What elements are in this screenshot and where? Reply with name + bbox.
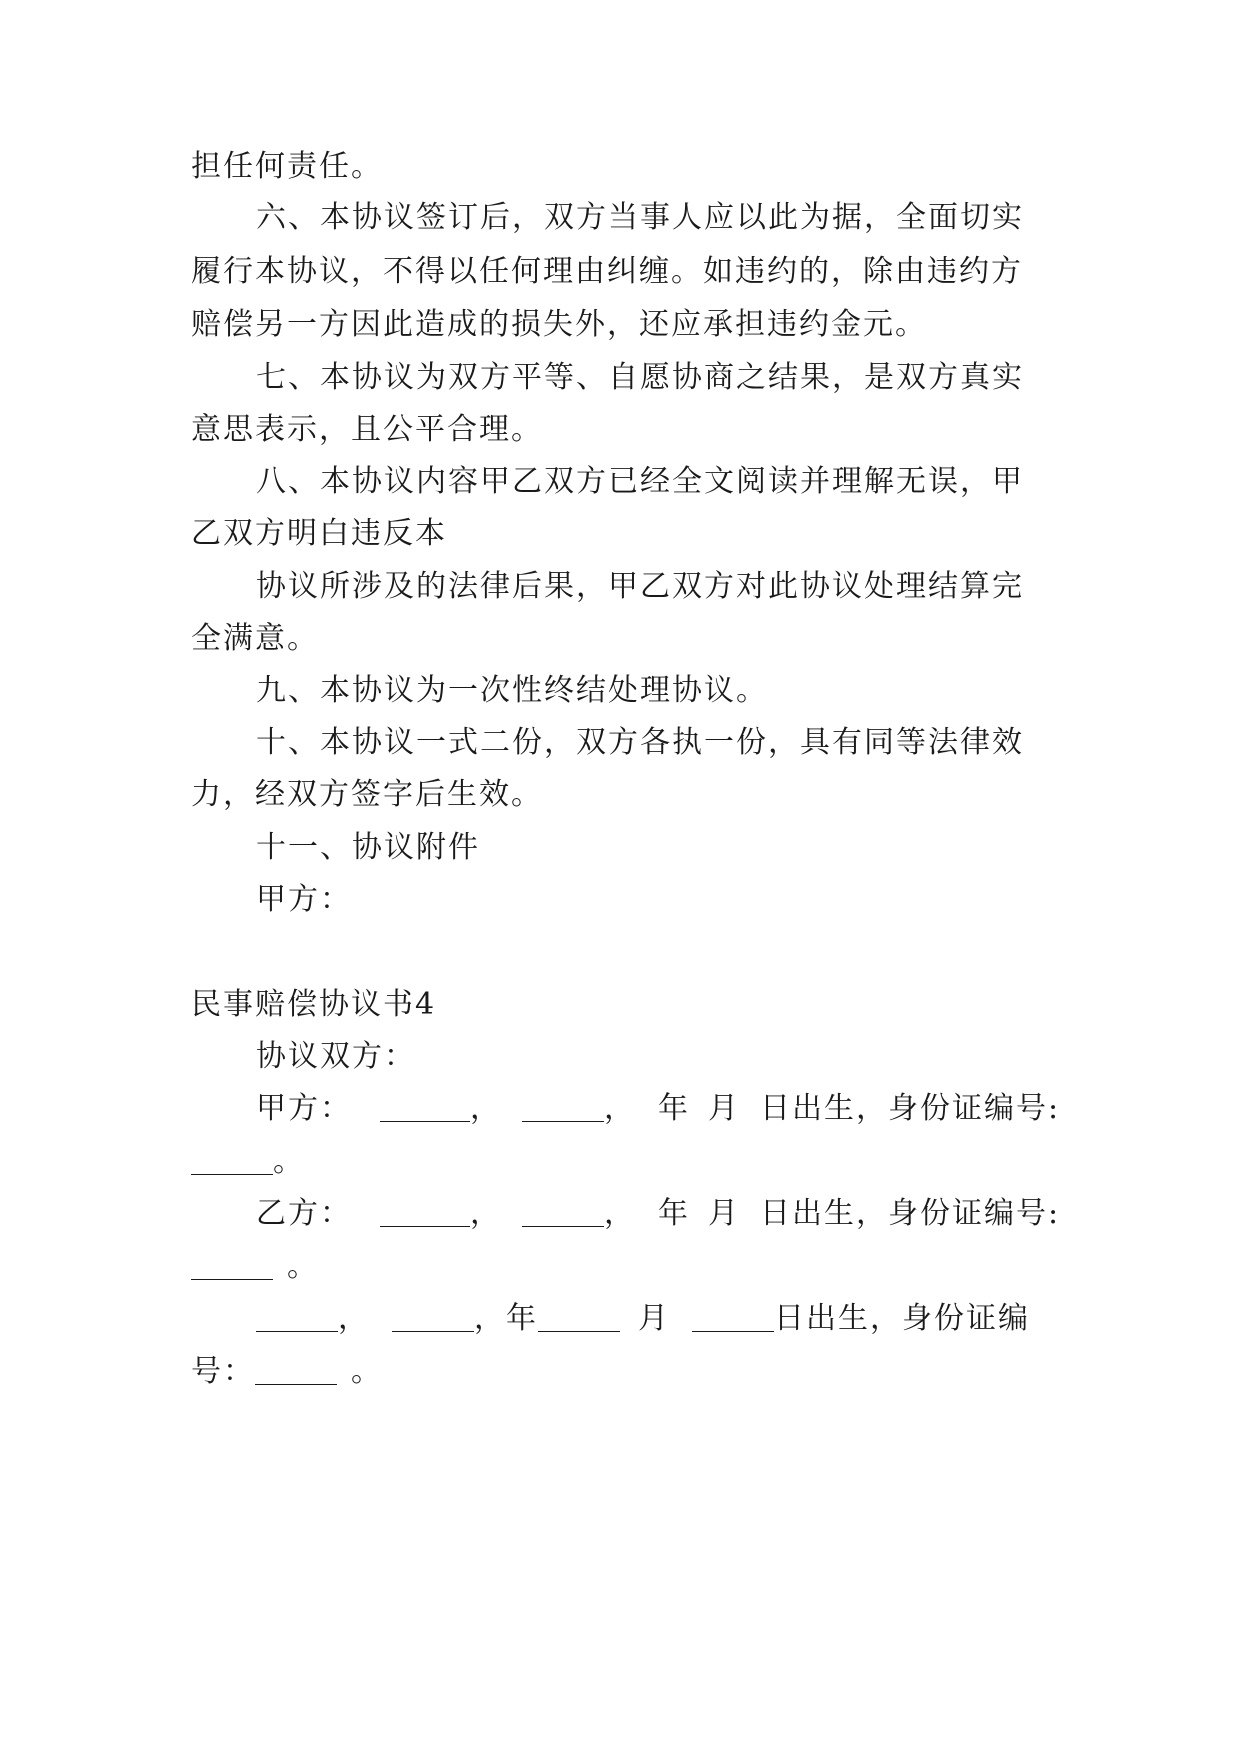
third-day-blank[interactable]: [692, 1301, 774, 1332]
party-b-line: [256, 1192, 1061, 1236]
year-label: ，年: [474, 1301, 538, 1336]
month-label: 月: [708, 1091, 740, 1126]
party-a-signature-label: 甲方：: [256, 882, 352, 917]
clause-10-line-2: 力，经双方签字后生效。: [191, 777, 543, 812]
party-a-name-blank[interactable]: [380, 1091, 470, 1122]
party-b-gender-blank[interactable]: [522, 1196, 604, 1227]
clause-10-line-1: 十、本协议一式二份，双方各执一份，具有同等法律效: [256, 725, 1024, 760]
third-id-line: [191, 1350, 1051, 1394]
paragraph-line: 担任何责任。: [191, 149, 383, 184]
party-a-label: 甲方：: [256, 1091, 352, 1126]
third-year-blank[interactable]: [538, 1301, 620, 1332]
clause-8-line-1: 八、本协议内容甲乙双方已经全文阅读并理解无误，甲: [256, 464, 1024, 499]
party-b-name-blank[interactable]: [380, 1196, 470, 1227]
separator: ，: [604, 1196, 636, 1231]
separator: ，: [338, 1301, 370, 1336]
third-id-blank[interactable]: [255, 1354, 337, 1385]
third-name-blank[interactable]: [256, 1301, 338, 1332]
period: 。: [287, 1249, 319, 1284]
year-label: 年: [658, 1091, 690, 1126]
month-label: 月: [638, 1301, 670, 1336]
clause-6-line-1: 六、本协议签订后，双方当事人应以此为据，全面切实: [256, 200, 1024, 235]
id-label: 号：: [191, 1354, 255, 1389]
birth-id-label: 日出生，身份证编号:: [760, 1196, 1061, 1231]
clause-11-line: 十一、协议附件: [256, 830, 480, 865]
party-a-line: [256, 1087, 1061, 1131]
party-b-id-blank[interactable]: [191, 1249, 273, 1280]
section-title: 民事赔偿协议书4: [191, 987, 437, 1022]
birth-id-label: 日出生，身份证编号:: [760, 1091, 1061, 1126]
clause-7-line-2: 意思表示，且公平合理。: [191, 412, 543, 447]
period: 。: [351, 1354, 383, 1389]
third-gender-blank[interactable]: [392, 1301, 474, 1332]
separator: ，: [470, 1196, 502, 1231]
clause-7-line-1: 七、本协议为双方平等、自愿协商之结果，是双方真实: [256, 360, 1024, 395]
separator: ，: [470, 1091, 502, 1126]
clause-6-line-3: 赔偿另一方因此造成的损失外，还应承担违约金元。: [191, 307, 927, 342]
clause-6-line-2: 履行本协议，不得以任何理由纠缠。如违约的，除由违约方: [191, 254, 1023, 289]
period: 。: [273, 1144, 305, 1179]
year-label: 年: [658, 1196, 690, 1231]
clause-8-line-3: 协议所涉及的法律后果，甲乙双方对此协议处理结算完: [256, 569, 1024, 604]
party-b-id-line: [191, 1245, 1051, 1289]
party-a-id-line: [191, 1140, 1051, 1184]
month-label: 月: [708, 1196, 740, 1231]
party-a-gender-blank[interactable]: [522, 1091, 604, 1122]
separator: ，: [604, 1091, 636, 1126]
birth-id-label: 日出生，身份证编: [774, 1301, 1030, 1336]
clause-8-line-4: 全满意。: [191, 621, 319, 656]
third-party-line: [256, 1297, 1051, 1341]
parties-heading: 协议双方：: [256, 1039, 416, 1074]
party-b-label: 乙方：: [256, 1196, 352, 1231]
clause-9-line: 九、本协议为一次性终结处理协议。: [256, 673, 768, 708]
party-a-id-blank[interactable]: [191, 1144, 273, 1175]
clause-8-line-2: 乙双方明白违反本: [191, 516, 447, 551]
